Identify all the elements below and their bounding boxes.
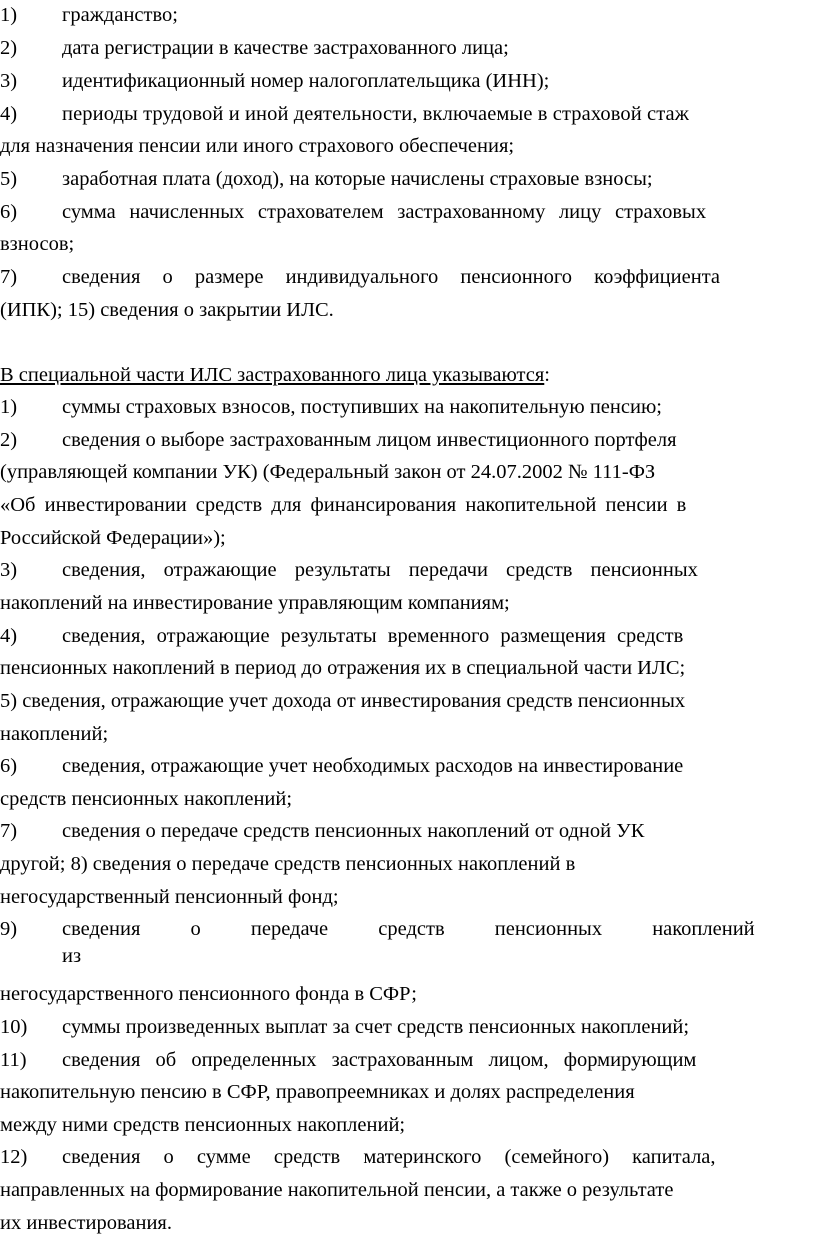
special-item-2 bbox=[0, 427, 813, 453]
item-text: между ними средств пенсионных накоплений; bbox=[0, 1114, 406, 1136]
item-text: сведения о выборе застрахованным лицом инвестиционного портфеля bbox=[62, 429, 677, 451]
item-text: заработная плата (доход), на которые начислены страховые взносы; bbox=[62, 168, 653, 190]
special-item-2-cont-1 bbox=[0, 459, 813, 485]
special-item-12-cont-1 bbox=[0, 1177, 813, 1203]
item-number: 5) bbox=[0, 168, 18, 190]
special-item-9-cont-1 bbox=[0, 943, 816, 969]
item-number: 3) bbox=[0, 559, 18, 581]
special-item-4-cont bbox=[0, 655, 813, 681]
item-text: сведения, отражающие учет необходимых расходов на инвестирование bbox=[62, 755, 684, 777]
item-text: сумма начисленных страхователем застрахованному лицу страховых bbox=[62, 201, 707, 223]
item-text: периоды трудовой и иной деятельности, включаемые в страховой стаж bbox=[62, 103, 689, 125]
item-text: другой; 8) сведения о передаче средств пенсионных накоплений в bbox=[0, 853, 576, 875]
general-item-4 bbox=[0, 101, 813, 127]
item-text: пенсионных накоплений в период до отражения их в специальной части ИЛС; bbox=[0, 657, 686, 679]
general-item-7-cont bbox=[0, 297, 813, 323]
special-item-1 bbox=[0, 394, 813, 420]
special-item-7-cont-2 bbox=[0, 884, 813, 910]
item-text: сведения о передаче средств пенсионных накоплений от одной УК bbox=[62, 820, 645, 842]
item-text: (ИПК); 15) сведения о закрытии ИЛС. bbox=[0, 299, 334, 321]
special-item-12-cont-2 bbox=[0, 1210, 813, 1236]
general-item-1 bbox=[0, 2, 813, 28]
item-text: дата регистрации в качестве застрахованного лица; bbox=[62, 37, 509, 59]
special-item-12 bbox=[0, 1144, 813, 1170]
item-number: 11) bbox=[0, 1049, 27, 1071]
item-number: 1) bbox=[0, 396, 18, 418]
special-item-3-cont bbox=[0, 590, 813, 616]
item-text: гражданство; bbox=[62, 4, 178, 26]
special-item-6-cont bbox=[0, 786, 813, 812]
item-text: сведения, отражающие результаты передачи средств пенсионных bbox=[62, 559, 698, 581]
item-text: идентификационный номер налогоплательщика (ИНН); bbox=[62, 70, 550, 92]
item-number: 4) bbox=[0, 103, 18, 125]
item-number: 2) bbox=[0, 429, 18, 451]
general-item-2 bbox=[0, 35, 813, 61]
special-item-9-cont-2 bbox=[0, 981, 813, 1007]
heading-colon: : bbox=[544, 364, 550, 386]
item-text: Российской Федерации»); bbox=[0, 527, 226, 549]
item-number: 12) bbox=[0, 1146, 28, 1168]
general-item-5 bbox=[0, 166, 813, 192]
item-number: 9) bbox=[0, 918, 18, 940]
item-text: 5) сведения, отражающие учет дохода от инвестирования средств пенсионных bbox=[0, 690, 686, 712]
item-number: 4) bbox=[0, 625, 18, 647]
item-text: сведения о размере индивидуального пенсионного коэффициента bbox=[62, 266, 720, 288]
item-text: (управляющей компании УК) (Федеральный закон от 24.07.2002 № 111-ФЗ bbox=[0, 461, 656, 483]
item-text: из bbox=[62, 945, 82, 967]
general-item-6 bbox=[0, 199, 813, 225]
general-item-3 bbox=[0, 68, 813, 94]
special-item-10 bbox=[0, 1014, 813, 1040]
special-item-5-cont bbox=[0, 721, 813, 747]
item-text: сведения о передаче средств пенсионных накоплений bbox=[62, 918, 755, 940]
item-text: суммы произведенных выплат за счет средств пенсионных накоплений; bbox=[62, 1016, 690, 1038]
item-number: 7) bbox=[0, 266, 18, 288]
item-number: 3) bbox=[0, 70, 18, 92]
special-item-3 bbox=[0, 557, 813, 583]
item-text: накопительную пенсию в СФР, правопреемниках и долях распределения bbox=[0, 1081, 635, 1103]
item-text: накоплений на инвестирование управляющим компаниям; bbox=[0, 592, 510, 614]
special-section-heading bbox=[0, 362, 813, 388]
item-text: средств пенсионных накоплений; bbox=[0, 788, 293, 810]
general-item-4-cont bbox=[0, 133, 813, 159]
item-number: 7) bbox=[0, 820, 18, 842]
item-text: «Об инвестировании средств для финансирования накопительной пенсии в bbox=[0, 494, 687, 516]
item-text: негосударственного пенсионного фонда в СФР; bbox=[0, 983, 417, 1005]
special-item-7-cont-1 bbox=[0, 851, 813, 877]
special-item-5 bbox=[0, 688, 813, 714]
item-number: 6) bbox=[0, 201, 18, 223]
item-number: 2) bbox=[0, 37, 18, 59]
general-item-6-cont bbox=[0, 231, 813, 257]
item-text: взносов; bbox=[0, 233, 75, 255]
item-text: накоплений; bbox=[0, 723, 109, 745]
item-text: их инвестирования. bbox=[0, 1212, 172, 1234]
item-text: сведения об определенных застрахованным лицом, формирующим bbox=[62, 1049, 697, 1071]
special-item-11-cont-1 bbox=[0, 1079, 813, 1105]
heading-underlined-text: В специальной части ИЛС застрахованного лица указываются bbox=[0, 364, 545, 386]
item-text: сведения, отражающие результаты временного размещения средств bbox=[62, 625, 684, 647]
special-item-6 bbox=[0, 753, 813, 779]
special-item-11-cont-2 bbox=[0, 1112, 813, 1138]
special-item-9 bbox=[0, 916, 813, 942]
special-item-2-cont-3 bbox=[0, 525, 813, 551]
item-text: сведения о сумме средств материнского (семейного) капитала, bbox=[62, 1146, 716, 1168]
item-text: направленных на формирование накопительной пенсии, а также о результате bbox=[0, 1179, 674, 1201]
item-number: 6) bbox=[0, 755, 18, 777]
special-item-2-cont-2 bbox=[0, 492, 813, 518]
item-text: негосударственный пенсионный фонд; bbox=[0, 886, 339, 908]
item-number: 10) bbox=[0, 1016, 28, 1038]
special-item-11 bbox=[0, 1047, 813, 1073]
special-item-4 bbox=[0, 623, 813, 649]
item-text: для назначения пенсии или иного страхового обеспечения; bbox=[0, 135, 515, 157]
special-item-7 bbox=[0, 818, 813, 844]
item-number: 1) bbox=[0, 4, 18, 26]
general-item-7 bbox=[0, 264, 813, 290]
item-text: суммы страховых взносов, поступивших на накопительную пенсию; bbox=[62, 396, 662, 418]
